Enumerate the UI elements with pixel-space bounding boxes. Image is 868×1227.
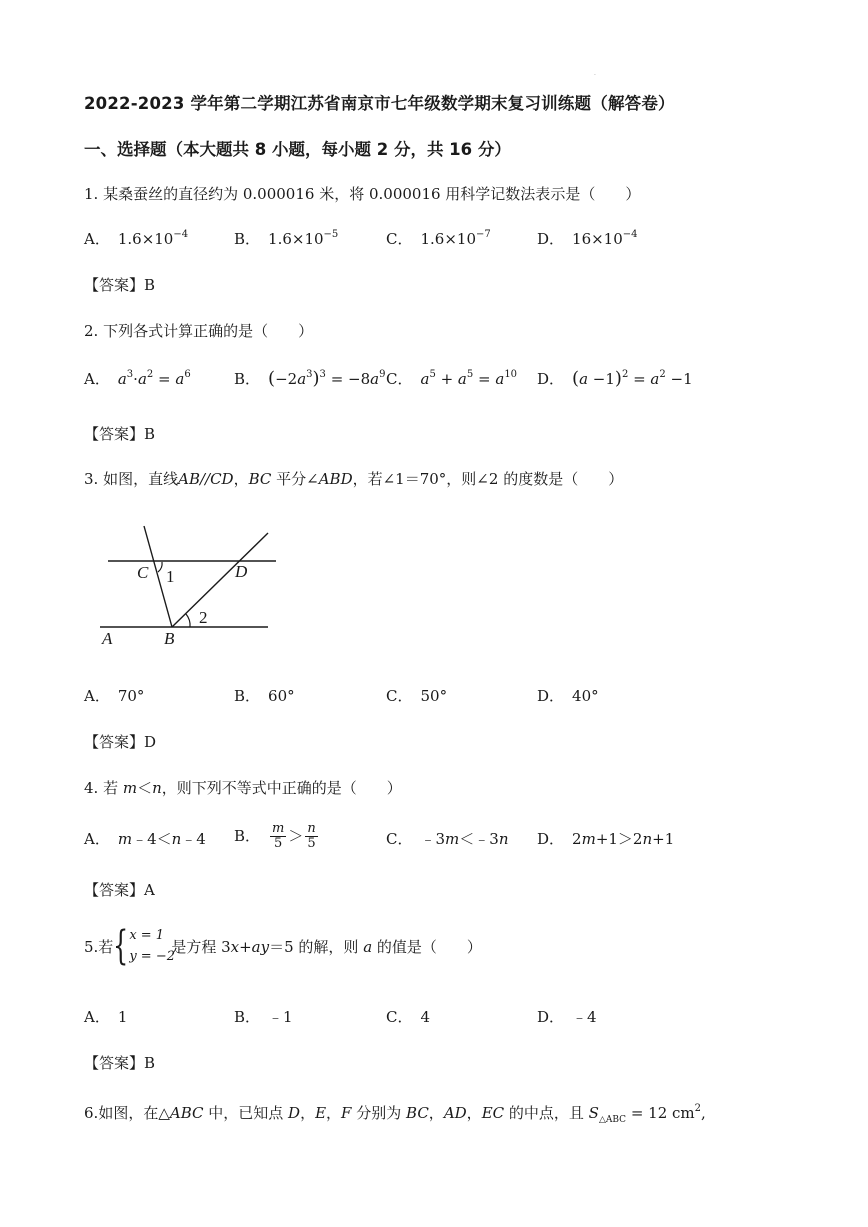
question-2-options (84, 368, 784, 394)
question-2-number: 2. (84, 322, 99, 340)
option-d: D． $(a -1)^2 = a^2 -1$ (537, 368, 693, 389)
label-angle-2: 2 (199, 608, 208, 627)
answer-1: 【答案】B (84, 276, 156, 294)
label-b: B (164, 629, 175, 648)
label-a: A (102, 629, 113, 648)
option-a: A． $a^3\cdot a^2 = a^6$ (84, 369, 191, 388)
question-4: 4. 若 m＜n，则下列不等式中正确的是（ ） (84, 779, 402, 797)
option-d: D． ﹣4 (537, 1008, 597, 1026)
option-c: C． 50° (386, 687, 448, 705)
option-c: C． $a^5 + a^5 = a^{10}$ (386, 369, 518, 388)
option-b: B． ﹣1 (234, 1008, 293, 1026)
question-2-text: 下列各式计算正确的是（ ） (103, 322, 314, 340)
option-d: D． 2m+1＞2n+1 (537, 830, 675, 848)
question-1 (84, 183, 640, 204)
question-3: 3. 如图，直线AB//CD，BC 平分∠ABD，若∠1＝70°，则∠2 的度数是（ ） (84, 470, 624, 488)
question-5-options (84, 1006, 784, 1032)
answer-5: 【答案】B (84, 1054, 156, 1072)
label-d: D (235, 562, 248, 581)
option-a: A． m﹣4＜n﹣4 (84, 830, 206, 848)
option-c: C． $1.6\times 10^{-7}$ (386, 229, 491, 248)
option-c: C． 4 (386, 1008, 431, 1026)
scan-speck: · (594, 72, 596, 79)
label-angle-1: 1 (166, 567, 175, 586)
answer-4: 【答案】A (84, 881, 155, 899)
option-c: C． ﹣3m＜﹣3n (386, 830, 509, 848)
question-1-text: 某桑蚕丝的直径约为 0.000016 米，将 0.000016 用科学记数法表示是（ ） (103, 185, 641, 203)
answer-3: 【答案】D (84, 733, 157, 751)
question-6: 6.如图，在△ABC 中，已知点 D，E，F 分别为 BC，AD，EC 的中点，且 $S_{\triangle ABC} = 12$ $cm^2$, (84, 1103, 706, 1125)
question-2 (84, 320, 313, 341)
option-a: A． 70° (84, 687, 145, 705)
question-3-options (84, 685, 784, 711)
label-c: C (137, 563, 149, 582)
option-a: A． 1 (84, 1008, 128, 1026)
answer-2: 【答案】B (84, 425, 156, 443)
question-1-number: 1. (84, 185, 99, 203)
option-b: B． $1.6\times 10^{-5}$ (234, 229, 339, 248)
option-d: D． $16\times 10^{-4}$ (537, 229, 638, 248)
option-b: B． $\frac{m}{5}$ ＞ $\frac{n}{5}$ (234, 821, 316, 852)
question-4-options (84, 822, 784, 862)
option-d: D． 40° (537, 687, 599, 705)
question-1-options (84, 228, 784, 254)
option-b: B． $(-2a^3)^3 = -8a^9$ (234, 368, 386, 389)
page-title: 2022-2023 学年第二学期江苏省南京市七年级数学期末复习训练题（解答卷） (84, 94, 675, 113)
parallel-lines-figure (92, 524, 282, 654)
equation-system: { x = 1 y = −2 (113, 923, 175, 969)
option-b: B． 60° (234, 687, 295, 705)
question-5: 5.若 { x = 1 y = −2 是方程 3x+ay＝5 的解，则 a 的值是（ ） (84, 923, 482, 969)
option-a: A． $1.6\times 10^{-4}$ (84, 229, 189, 248)
section-heading: 一、选择题（本大题共 8 小题，每小题 2 分，共 16 分） (84, 140, 511, 159)
